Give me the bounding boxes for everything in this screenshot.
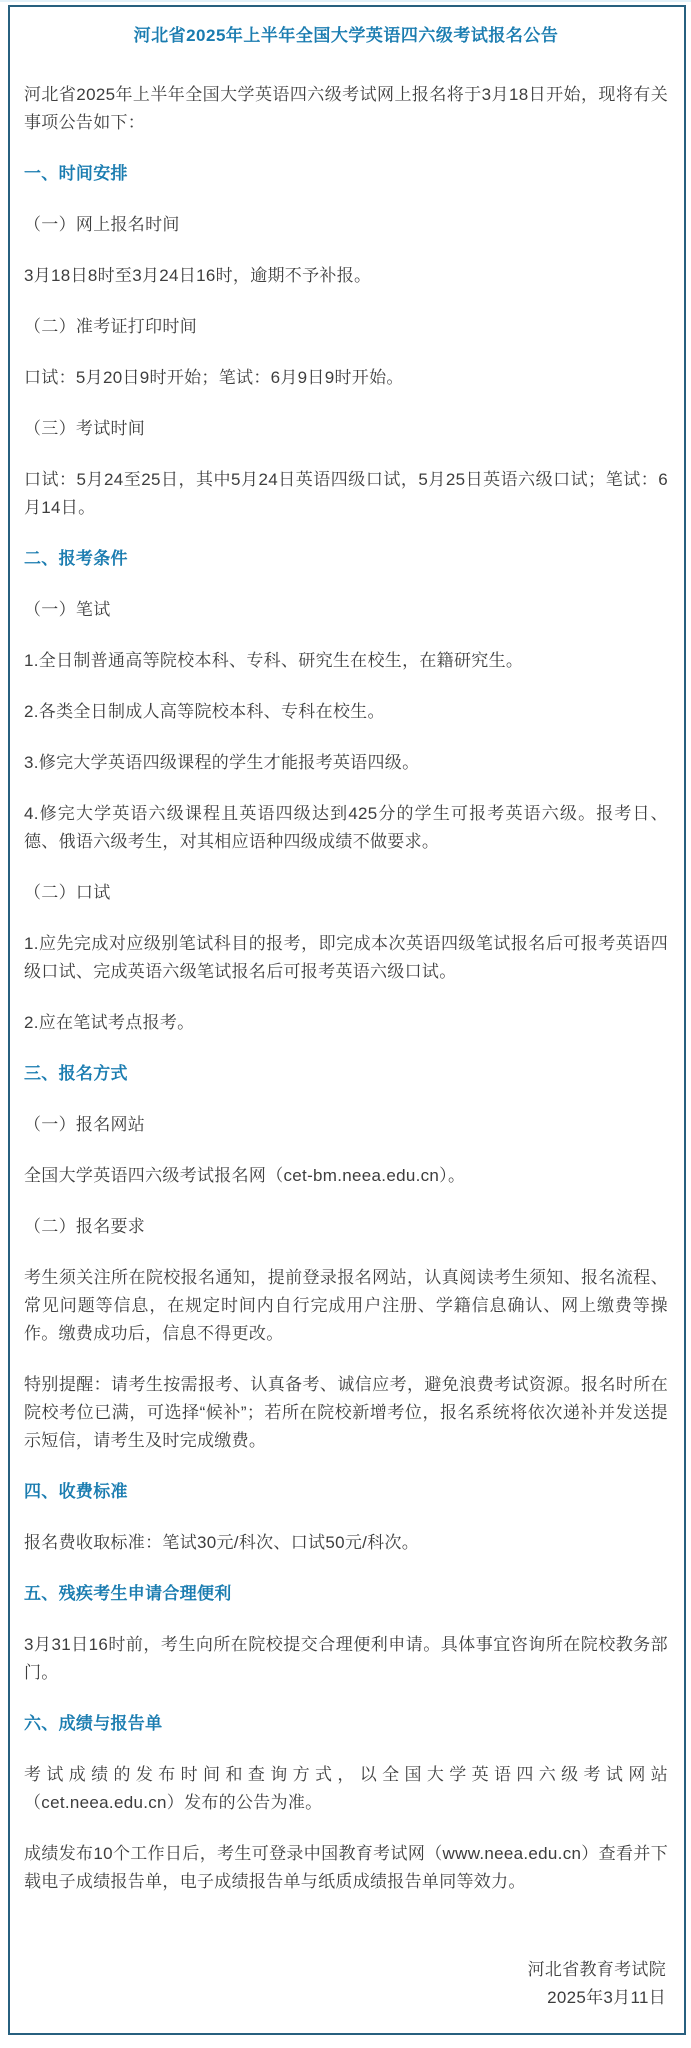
sub-heading: （一）笔试 bbox=[24, 600, 111, 619]
paragraph: 3.修完大学英语四级课程的学生才能报考英语四级。 bbox=[24, 753, 420, 772]
top-edge-strip bbox=[0, 0, 691, 2]
announcement-title: 河北省2025年上半年全国大学英语四六级考试报名公告 bbox=[133, 26, 559, 45]
section-heading: 二、报考条件 bbox=[24, 549, 128, 568]
section-heading: 五、残疾考生申请合理便利 bbox=[24, 1584, 232, 1603]
paragraph: 口试：5月20日9时开始；笔试：6月9日9时开始。 bbox=[24, 368, 404, 387]
signature-block bbox=[24, 1956, 668, 2012]
sub-heading: （二）口试 bbox=[24, 883, 111, 902]
paragraph: 4.修完大学英语六级课程且英语四级达到425分的学生可报考英语六级。报考日、德、俄语六级考生，对其相应语种四级成绩不做要求。 bbox=[24, 804, 668, 851]
paragraph: 考试成绩的发布时间和查询方式，以全国大学英语四六级考试网站（cet.neea.edu.cn）发布的公告为准。 bbox=[24, 1765, 668, 1812]
section-heading: 六、成绩与报告单 bbox=[24, 1714, 163, 1733]
sub-heading: （一）报名网站 bbox=[24, 1115, 146, 1134]
paragraph: 特别提醒：请考生按需报考、认真备考、诚信应考，避免浪费考试资源。报名时所在院校考位已满，可选择“候补”；若所在院校新增考位，报名系统将依次递补并发送提示短信，请考生及时完成缴费。 bbox=[24, 1375, 668, 1450]
section-heading: 四、收费标准 bbox=[24, 1482, 128, 1501]
sub-heading: （一）网上报名时间 bbox=[24, 215, 180, 234]
paragraph: 2.应在笔试考点报考。 bbox=[24, 1013, 195, 1032]
paragraph: 全国大学英语四六级考试报名网（cet-bm.neea.edu.cn）。 bbox=[24, 1166, 466, 1185]
announcement-container bbox=[8, 5, 686, 2035]
paragraph: 2.各类全日制成人高等院校本科、专科在校生。 bbox=[24, 702, 385, 721]
paragraph: 河北省2025年上半年全国大学英语四六级考试网上报名将于3月18日开始，现将有关事项公告如下： bbox=[24, 85, 668, 132]
paragraph: 3月18日8时至3月24日16时，逾期不予补报。 bbox=[24, 266, 372, 285]
section-heading: 一、时间安排 bbox=[24, 164, 128, 183]
sub-heading: （二）报名要求 bbox=[24, 1217, 146, 1236]
paragraph: 口试：5月24至25日，其中5月24日英语四级口试，5月25日英语六级口试；笔试：6月14日。 bbox=[24, 470, 668, 517]
paragraph: 1.应先完成对应级别笔试科目的报考，即完成本次英语四级笔试报名后可报考英语四级口试、完成英语六级笔试报名后可报考英语六级口试。 bbox=[24, 934, 668, 981]
section-heading: 三、报名方式 bbox=[24, 1064, 128, 1083]
signature-org: 河北省教育考试院 bbox=[527, 1960, 666, 1979]
signature-date: 2025年3月11日 bbox=[547, 1988, 666, 2007]
paragraph: 成绩发布10个工作日后，考生可登录中国教育考试网（www.neea.edu.cn）查看并下载电子成绩报告单，电子成绩报告单与纸质成绩报告单同等效力。 bbox=[24, 1844, 668, 1891]
sub-heading: （三）考试时间 bbox=[24, 419, 146, 438]
sub-heading: （二）准考证打印时间 bbox=[24, 317, 197, 336]
paragraph: 考生须关注所在院校报名通知，提前登录报名网站，认真阅读考生须知、报名流程、常见问题等信息，在规定时间内自行完成用户注册、学籍信息确认、网上缴费等操作。缴费成功后，信息不得更改。 bbox=[24, 1268, 668, 1343]
paragraph: 3月31日16时前，考生向所在院校提交合理便利申请。具体事宜咨询所在院校教务部门。 bbox=[24, 1635, 668, 1682]
paragraph: 报名费收取标准：笔试30元/科次、口试50元/科次。 bbox=[24, 1533, 420, 1552]
paragraph: 1.全日制普通高等院校本科、专科、研究生在校生，在籍研究生。 bbox=[24, 651, 524, 670]
announcement-body bbox=[24, 81, 668, 1896]
